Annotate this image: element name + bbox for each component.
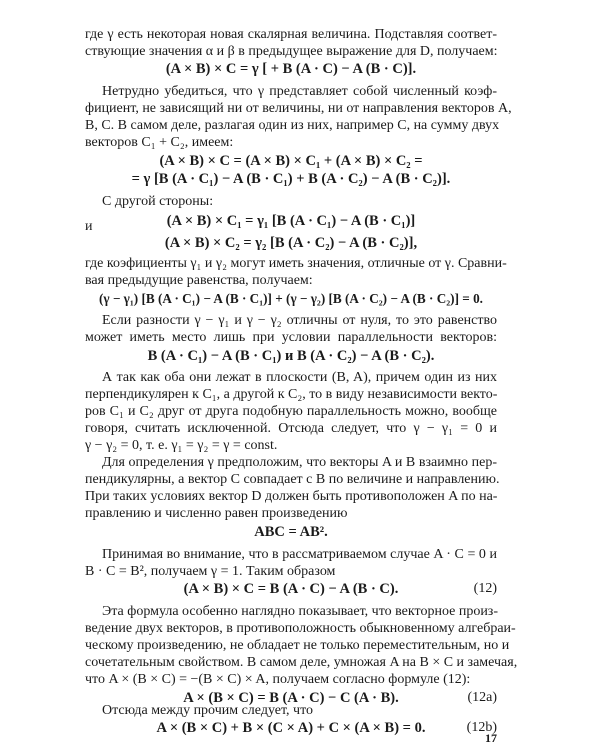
- equation: A × (B × C) + B × (C × A) + C × (A × B) = 0.: [156, 720, 426, 736]
- text-line: фициент, не зависящий ни от величины, ни от направления векторов A,: [85, 101, 512, 116]
- text-line: Отсюда между прочим следует, что: [102, 703, 314, 718]
- text-line: γ − γ₂ = 0, т. е. γ₁ = γ₂ = γ = const.: [85, 438, 278, 453]
- text-line: Если разности γ − γ₁ и γ − γ₂ отличны от нуля, то это равенство: [102, 313, 497, 328]
- text-line: При таких условиях вектор D должен быть противоположен A по на-: [85, 489, 498, 504]
- conjunction-text: и: [85, 219, 93, 234]
- equation: (A × B) × C = γ [ + B (A · C) − A (B · C)].: [165, 61, 417, 77]
- equation-number: (12b): [466, 720, 497, 735]
- text-line: B, C. В самом деле, разлагая один из них, например C, на сумму двух: [85, 118, 500, 133]
- equation: = γ [B (A · C₁) − A (B · C₁) + B (A · C₂) − A (B · C₂)].: [131, 171, 451, 187]
- text-line: ров C₁ и C₂ друг от друга подобную параллельность можно, вообще: [85, 404, 497, 419]
- equation-number: (12a): [467, 690, 497, 705]
- text-line: пендикулярны, а вектор C совпадает с B по величине и направлению.: [85, 472, 500, 487]
- page-number: 17: [485, 731, 497, 745]
- text-line: где γ есть некоторая новая скалярная величина. Подставляя соответ-: [85, 27, 497, 42]
- text-line: векторов C₁ + C₂, имеем:: [85, 135, 234, 150]
- text-line: А так как оба они лежат в плоскости (B, A), причем один из них: [102, 370, 497, 385]
- equation: (A × B) × C = B (A · C) − A (B · C).: [183, 581, 399, 597]
- text-line: может иметь место лишь при условии параллельности векторов:: [85, 330, 497, 345]
- equation: (γ − γ₁) [B (A · C₁) − A (B · C₁)] + (γ − γ₂) [B (A · C₂) − A (B · C₂)] = 0.: [99, 291, 483, 306]
- text-line: говоря, считать исключенной. Отсюда следует, что γ − γ₁ = 0 и: [85, 421, 497, 436]
- text-line: B · C = B², получаем γ = 1. Таким образом: [85, 564, 336, 579]
- text-line: Эта формула особенно наглядно показывает, что векторное произ-: [102, 604, 498, 619]
- equation: (A × B) × C = (A × B) × C₁ + (A × B) × C₂ =: [159, 153, 423, 169]
- equation: ABC = AB².: [254, 524, 328, 540]
- text-line: Для определения γ предположим, что векторы A и B взаимно пер-: [102, 455, 497, 470]
- text-line: правлению и численно равен произведению: [85, 506, 348, 521]
- text-line: перпендикулярен к C₁, а другой к C₂, то в виду независимости векто-: [85, 387, 498, 402]
- equation-number: (12): [473, 581, 497, 596]
- text-line: ведение двух векторов, в противоположность обыкновенному алгебраи-: [85, 621, 516, 636]
- text-line: что A × (B × C) = −(B × C) × A, получаем согласно формуле (12):: [85, 672, 471, 687]
- text-line: Нетрудно убедиться, что γ представляет собой численный коэф-: [102, 84, 497, 99]
- text-line: где коэфициенты γ₁ и γ₂ могут иметь значения, отличные от γ. Сравни-: [85, 256, 507, 271]
- text-line: сочетательным свойством. В самом деле, умножая A на B × C и замечая,: [85, 655, 518, 670]
- equation: A × (B × C) = B (A · C) − C (A · B).: [183, 690, 399, 706]
- text-line: ствующие значения α и β в предыдущее выражение для D, получаем:: [85, 44, 498, 59]
- text-line: Принимая во внимание, что в рассматриваемом случае A · C = 0 и: [102, 547, 497, 562]
- text-line: вая предыдущие равенства, получаем:: [85, 273, 313, 288]
- text-line: С другой стороны:: [102, 194, 214, 209]
- equation: (A × B) × C₂ = γ₂ [B (A · C₂) − A (B · C₂)],: [164, 235, 418, 251]
- text-line: ческому произведению, не обладает не только переместительным, но и: [85, 638, 510, 653]
- equation: B (A · C₁) − A (B · C₁) и B (A · C₂) − A (B · C₂).: [147, 348, 435, 364]
- equation: (A × B) × C₁ = γ₁ [B (A · C₁) − A (B · C₁)]: [166, 213, 416, 229]
